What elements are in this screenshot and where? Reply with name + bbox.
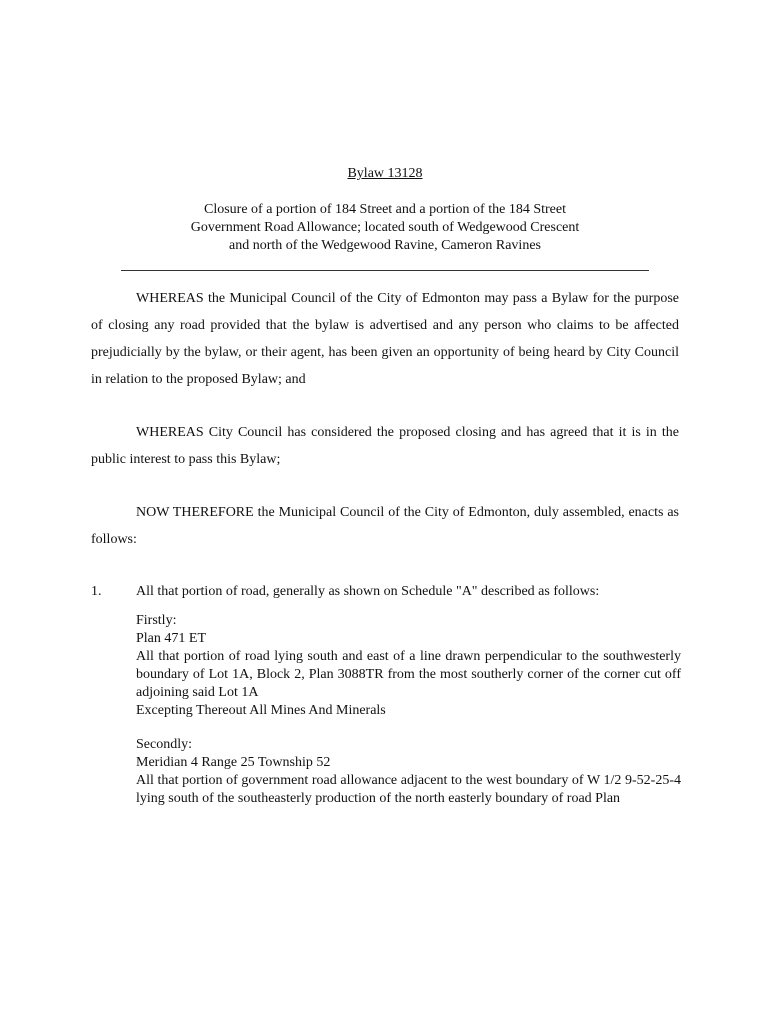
item-number: 1. [91, 584, 102, 599]
secondly-heading: Secondly: [136, 737, 192, 752]
item-text: All that portion of road, generally as shown on Schedule "A" described as follows: [136, 584, 600, 599]
now-therefore-paragraph: NOW THEREFORE the Municipal Council of the City of Edmonton, duly assembled, enacts as follows: [91, 505, 679, 547]
secondly-description: All that portion of government road allowance adjacent to the west boundary of W 1/2 9-52-25-4 lying south of the southeasterly production of the north easterly boundary of road Plan [136, 773, 681, 806]
horizontal-rule [121, 270, 649, 271]
firstly-description: All that portion of road lying south and east of a line drawn perpendicular to the southwesterly boundary of Lot 1A, Block 2, Plan 3088TR from the most southerly corner of the corner cut off adjoining said Lot 1A [136, 649, 681, 700]
bylaw-subtitle [100, 201, 670, 255]
secondly-block [136, 736, 681, 808]
firstly-plan: Plan 471 ET [136, 631, 206, 646]
whereas-paragraph-1: WHEREAS the Municipal Council of the City of Edmonton may pass a Bylaw for the purpose of closing any road provided that the bylaw is advertised and any person who claims to be affected prejudicially by the bylaw, or their agent, has been given an opportunity of being heard by City Council in relation to the proposed Bylaw; and [91, 291, 679, 387]
firstly-heading: Firstly: [136, 613, 177, 628]
subtitle-line-1: Closure of a portion of 184 Street and a portion of the 184 Street [204, 202, 566, 217]
whereas-paragraph-2: WHEREAS City Council has considered the proposed closing and has agreed that it is in the public interest to pass this Bylaw; [91, 425, 679, 467]
firstly-exception: Excepting Thereout All Mines And Minerals [136, 703, 386, 718]
bylaw-title: Bylaw 13128 [347, 166, 423, 181]
subtitle-line-3: and north of the Wedgewood Ravine, Cameron Ravines [229, 238, 541, 253]
firstly-block [136, 612, 681, 720]
secondly-meridian: Meridian 4 Range 25 Township 52 [136, 755, 331, 770]
subtitle-line-2: Government Road Allowance; located south of Wedgewood Crescent [190, 220, 580, 235]
